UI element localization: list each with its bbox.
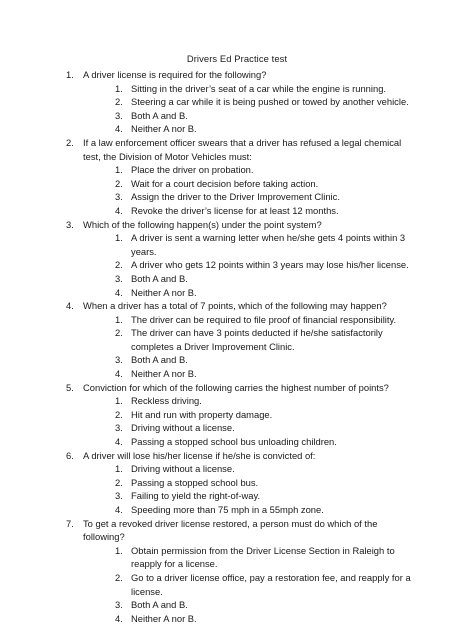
answer-number: 1. — [115, 164, 123, 176]
answer-number: 4. — [115, 368, 123, 380]
question-text: Conviction for which of the following carries the highest number of points? — [83, 381, 389, 393]
answer-option — [83, 408, 412, 422]
answer-number: 1. — [115, 544, 123, 556]
answer-list — [83, 544, 412, 626]
answer-number: 1. — [115, 82, 123, 94]
answer-text: Driving without a license. — [131, 422, 235, 434]
question-item — [0, 136, 474, 218]
answer-option — [83, 82, 412, 96]
answer-text: Both A and B. — [131, 354, 188, 366]
answer-option — [83, 394, 412, 408]
answer-option — [83, 421, 412, 435]
answer-text: Passing a stopped school bus unloading children. — [131, 436, 337, 448]
answer-text: Revoke the driver’s license for at least 12 months. — [131, 204, 339, 216]
answer-option — [83, 163, 412, 177]
answer-text: Steering a car while it is being pushed or towed by another vehicle. — [131, 96, 409, 108]
answer-text: The driver can have 3 points deducted if he/she satisfactorily completes a Driver Improvement Clinic. — [131, 327, 383, 352]
answer-text: Neither A nor B. — [131, 123, 197, 135]
question-number: 3. — [66, 218, 74, 230]
question-number: 1. — [66, 69, 74, 80]
answer-option — [83, 122, 412, 136]
answer-option — [83, 489, 412, 503]
answer-number: 2. — [115, 96, 123, 108]
answer-text: Wait for a court decision before taking action. — [131, 177, 319, 189]
answer-text: Sitting in the driver’s seat of a car while the engine is running. — [131, 82, 387, 94]
answer-option — [83, 313, 412, 327]
answer-option — [83, 95, 412, 109]
answer-text: Neither A nor B. — [131, 612, 197, 624]
answer-number: 2. — [115, 571, 123, 583]
question-item — [0, 381, 474, 449]
question-text: When a driver has a total of 7 points, which of the following may happen? — [83, 300, 387, 312]
answer-text: Failing to yield the right-of-way. — [131, 490, 261, 502]
question-text: A driver license is required for the following? — [83, 69, 267, 80]
question-item — [0, 517, 474, 626]
answer-option — [83, 272, 412, 286]
question-item — [0, 299, 474, 381]
answer-text: Hit and run with property damage. — [131, 408, 273, 420]
answer-option — [83, 367, 412, 381]
question-text: A driver will lose his/her license if he/she is convicted of: — [83, 449, 316, 461]
answer-text: A driver who gets 12 points within 3 years may lose his/her license. — [131, 259, 409, 271]
answer-text: Both A and B. — [131, 599, 188, 611]
answer-option — [83, 435, 412, 449]
question-text: To get a revoked driver license restored, a person must do which of the following? — [83, 517, 378, 543]
answer-number: 3. — [115, 191, 123, 203]
answer-text: Driving without a license. — [131, 463, 235, 475]
question-number: 2. — [66, 136, 74, 148]
answer-option — [83, 177, 412, 191]
answer-number: 3. — [115, 272, 123, 284]
answer-number: 4. — [115, 286, 123, 298]
answer-number: 2. — [115, 408, 123, 420]
answer-option — [83, 190, 412, 204]
question-number: 6. — [66, 449, 74, 461]
answer-number: 4. — [115, 504, 123, 515]
answer-option — [83, 544, 412, 571]
document-title: Drivers Ed Practice test — [186, 53, 288, 64]
answer-list — [83, 462, 412, 516]
answer-number: 1. — [115, 463, 123, 475]
answer-number: 2. — [115, 327, 123, 339]
answer-option — [83, 258, 412, 272]
answer-option — [83, 462, 412, 476]
answer-option — [83, 109, 412, 123]
answer-text: Passing a stopped school bus. — [131, 476, 259, 488]
question-item — [0, 68, 474, 136]
answer-option — [83, 503, 412, 517]
answer-number: 4. — [115, 436, 123, 448]
answer-text: Neither A nor B. — [131, 286, 197, 298]
answer-text: Both A and B. — [131, 109, 188, 121]
answer-number: 1. — [115, 395, 123, 407]
answer-option — [83, 353, 412, 367]
answer-number: 3. — [115, 490, 123, 502]
answer-number: 2. — [115, 177, 123, 189]
answer-number: 3. — [115, 599, 123, 611]
answer-text: The driver can be required to file proof of financial responsibility. — [131, 313, 397, 325]
question-item — [0, 449, 474, 517]
question-list — [0, 68, 474, 625]
answer-number: 3. — [115, 109, 123, 121]
answer-text: Place the driver on probation. — [131, 164, 254, 176]
question-text: Which of the following happen(s) under the point system? — [83, 218, 322, 230]
question-number: 4. — [66, 300, 74, 312]
answer-list — [83, 313, 412, 381]
answer-number: 2. — [115, 476, 123, 488]
answer-number: 3. — [115, 422, 123, 434]
answer-number: 4. — [115, 612, 123, 624]
answer-list — [83, 231, 412, 299]
answer-text: Obtain permission from the Driver License Section in Raleigh to reapply for a license. — [131, 544, 395, 570]
question-number: 5. — [66, 381, 74, 393]
answer-option — [83, 476, 412, 490]
answer-text: Assign the driver to the Driver Improvement Clinic. — [131, 191, 340, 203]
question-number: 7. — [66, 517, 74, 529]
question-text: If a law enforcement officer swears that a driver has refused a legal chemical test, the Division of Motor Vehicles must: — [83, 136, 402, 162]
answer-option — [83, 598, 412, 612]
question-item — [0, 218, 474, 300]
answer-option — [83, 571, 412, 598]
answer-text: Both A and B. — [131, 272, 188, 284]
answer-option — [83, 326, 412, 353]
answer-option — [83, 612, 412, 626]
answer-option — [83, 286, 412, 300]
answer-number: 3. — [115, 354, 123, 366]
answer-list — [83, 82, 412, 136]
answer-number: 2. — [115, 259, 123, 271]
answer-text: Go to a driver license office, pay a restoration fee, and reapply for a license. — [131, 571, 411, 597]
answer-option — [83, 204, 412, 218]
answer-number: 1. — [115, 232, 123, 244]
answer-list — [83, 394, 412, 448]
answer-text: Reckless driving. — [131, 395, 202, 407]
answer-text: A driver is sent a warning letter when he/she gets 4 points within 3 years. — [131, 232, 406, 257]
answer-option — [83, 231, 412, 258]
answer-list — [83, 163, 412, 217]
answer-number: 4. — [115, 123, 123, 135]
answer-text: Speeding more than 75 mph in a 55mph zone. — [131, 504, 324, 515]
answer-number: 4. — [115, 204, 123, 216]
answer-text: Neither A nor B. — [131, 368, 197, 380]
answer-number: 1. — [115, 313, 123, 325]
